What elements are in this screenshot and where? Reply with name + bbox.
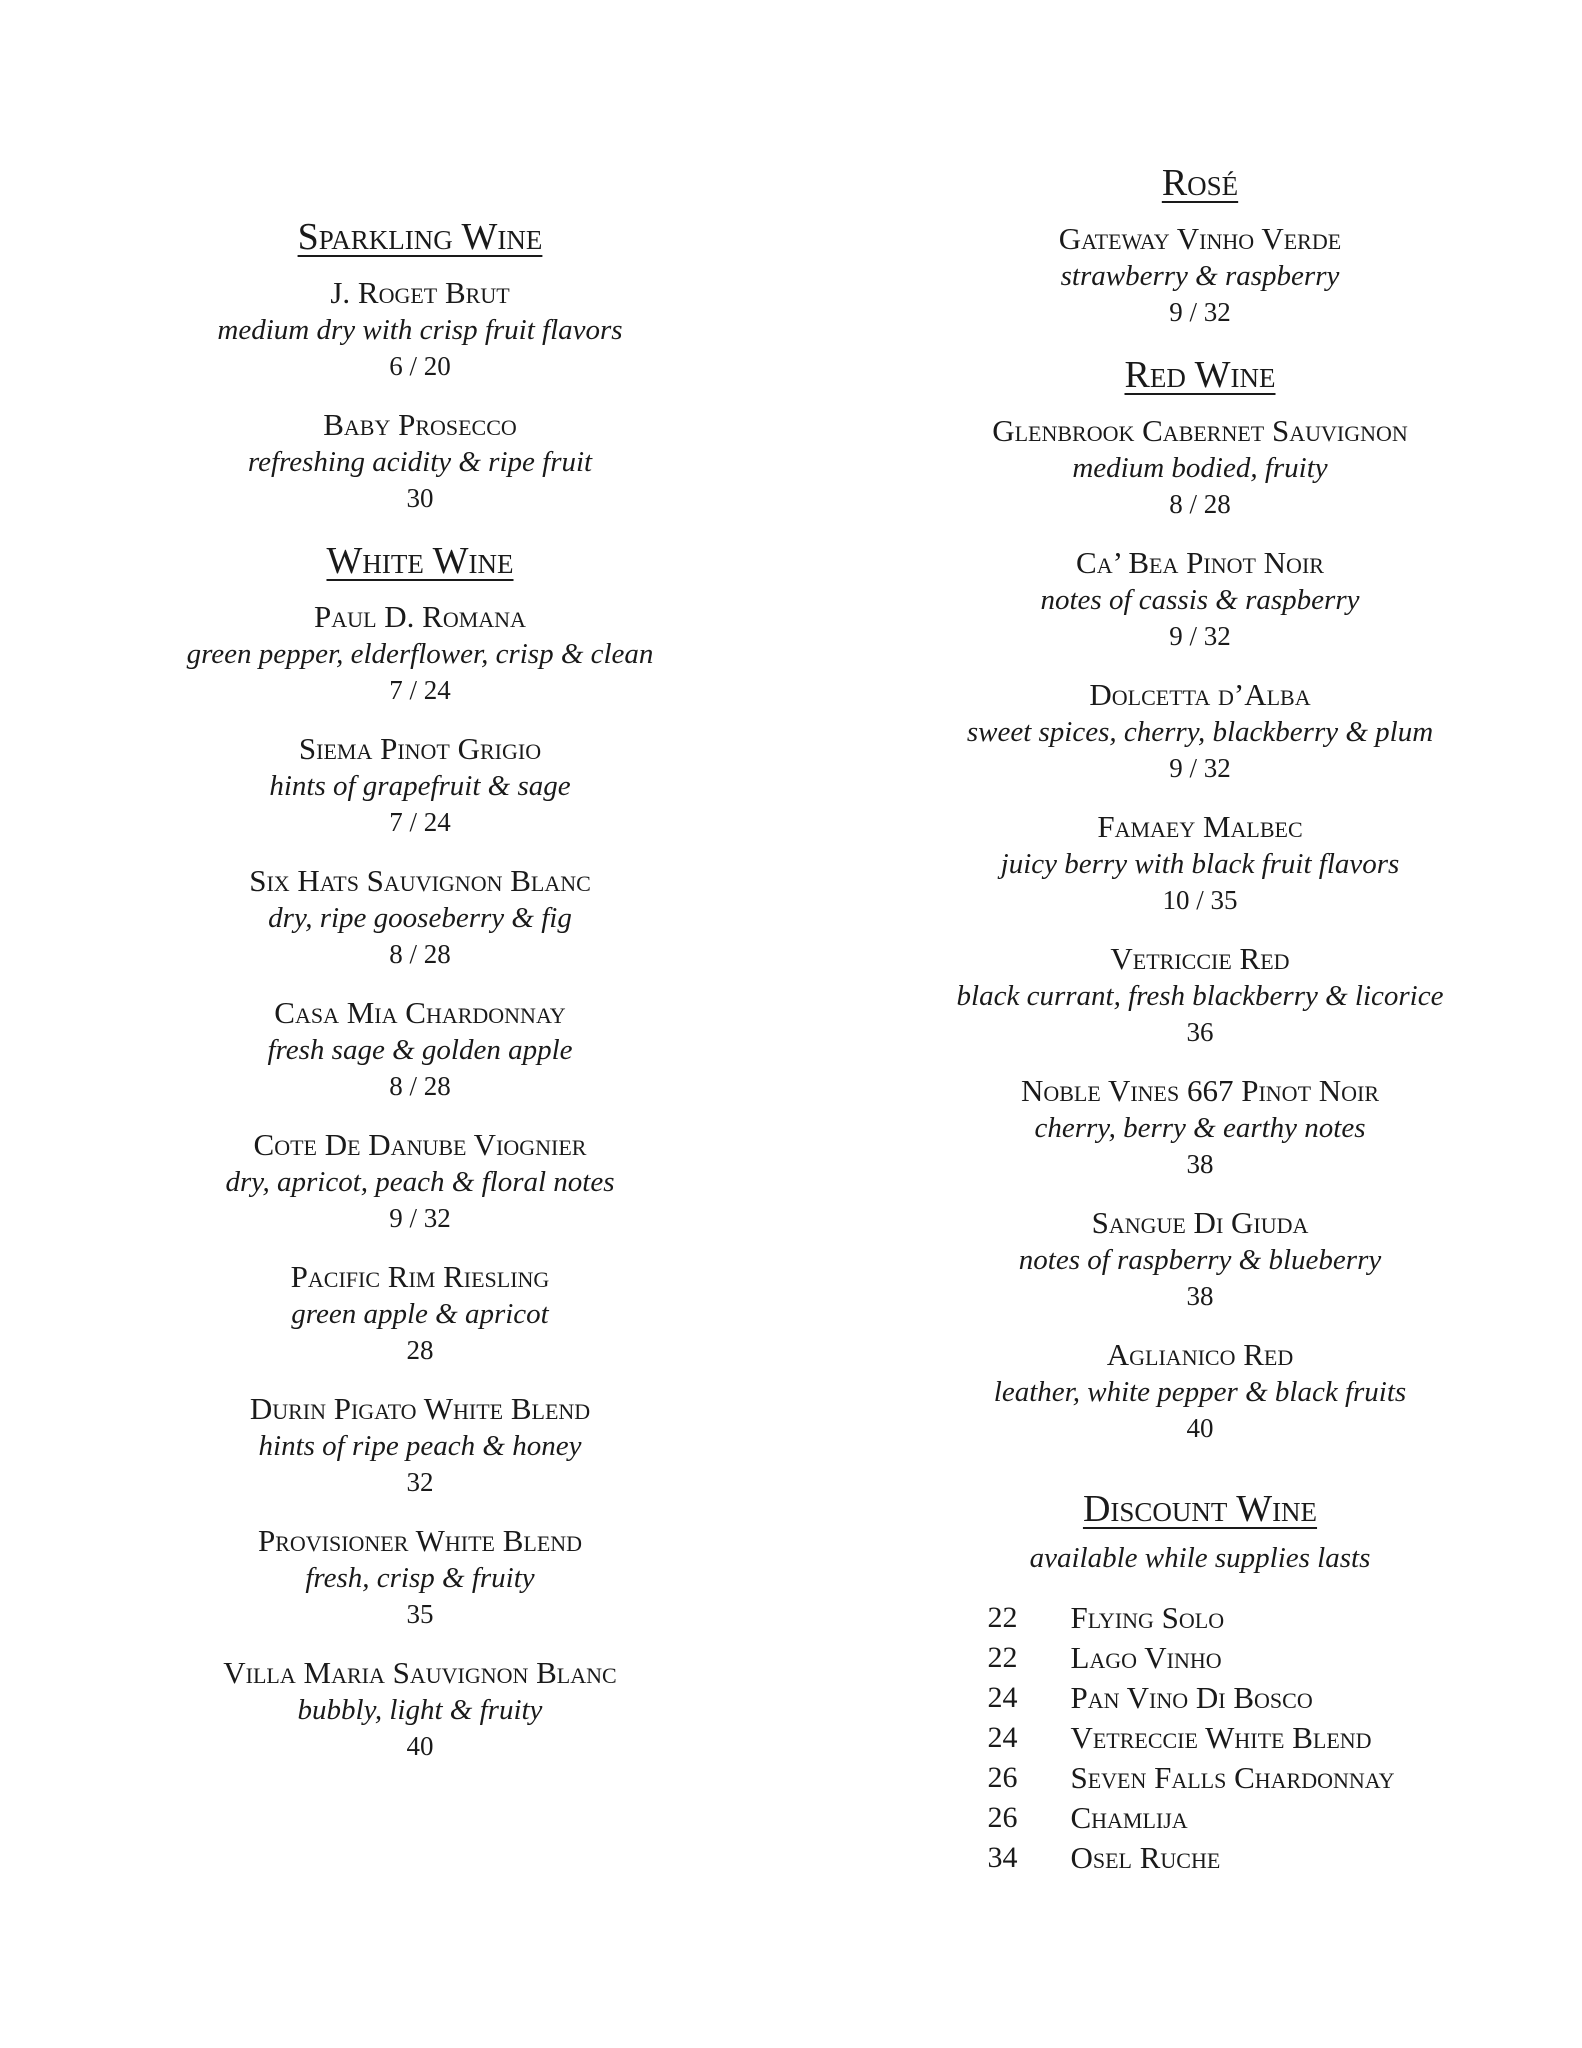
wine-name: Noble Vines 667 Pinot Noir	[1020, 1073, 1380, 1108]
discount-price: 22	[987, 1641, 1018, 1674]
discount-name: Seven Falls Chardonnay	[1070, 1760, 1395, 1795]
section-heading-sparkling: Sparkling Wine	[297, 216, 543, 258]
wine-item	[900, 1204, 1500, 1314]
wine-price: 9 / 32	[389, 1203, 451, 1233]
discount-name: Vetreccie White Blend	[1070, 1720, 1372, 1755]
discount-price: 26	[987, 1801, 1018, 1834]
wine-name: Aglianico Red	[1106, 1337, 1294, 1372]
wine-item	[140, 1126, 700, 1236]
wine-name: J. Roget Brut	[330, 275, 510, 310]
wine-price: 9 / 32	[1169, 753, 1231, 783]
wine-price: 9 / 32	[1169, 297, 1231, 327]
wine-item	[140, 1522, 700, 1632]
wine-item	[900, 808, 1500, 918]
right-column	[900, 160, 1500, 1896]
wine-desc: green apple & apricot	[291, 1298, 549, 1330]
section-heading-white: White Wine	[326, 540, 514, 582]
wine-list	[140, 598, 700, 1764]
section-heading-red: Red Wine	[1124, 354, 1276, 396]
wine-price: 7 / 24	[389, 675, 451, 705]
wine-desc: cherry, berry & earthy notes	[1034, 1112, 1366, 1144]
sparkling-section	[140, 214, 700, 516]
wine-price: 40	[406, 1731, 434, 1761]
discount-row	[987, 1798, 1394, 1838]
discount-price: 24	[987, 1681, 1018, 1714]
discount-row	[987, 1638, 1394, 1678]
discount-name: Flying Solo	[1070, 1600, 1225, 1635]
wine-desc: dry, apricot, peach & floral notes	[225, 1166, 615, 1198]
wine-desc: strawberry & raspberry	[1060, 260, 1340, 292]
left-column	[140, 214, 700, 1786]
discount-row	[987, 1838, 1394, 1878]
wine-name: Famaey Malbec	[1097, 809, 1303, 844]
wine-item	[140, 1654, 700, 1764]
wine-price: 9 / 32	[1169, 621, 1231, 651]
wine-desc: bubbly, light & fruity	[297, 1694, 543, 1726]
wine-item	[140, 862, 700, 972]
wine-name: Six Hats Sauvignon Blanc	[249, 863, 591, 898]
rose-section	[900, 160, 1500, 330]
discount-price: 24	[987, 1721, 1018, 1754]
wine-item	[140, 274, 700, 384]
discount-price: 22	[987, 1601, 1018, 1634]
wine-item	[900, 220, 1500, 330]
discount-row	[987, 1758, 1394, 1798]
discount-name: Pan Vino Di Bosco	[1070, 1680, 1313, 1715]
wine-name: Siema Pinot Grigio	[298, 731, 542, 766]
wine-name: Ca’ Bea Pinot Noir	[1076, 545, 1324, 580]
wine-desc: green pepper, elderflower, crisp & clean	[186, 638, 654, 670]
section-heading-rose: Rosé	[1161, 162, 1239, 204]
wine-price: 8 / 28	[389, 1071, 451, 1101]
wine-price: 6 / 20	[389, 351, 451, 381]
wine-item	[140, 598, 700, 708]
wine-name: Casa Mia Chardonnay	[274, 995, 566, 1030]
wine-price: 38	[1186, 1149, 1214, 1179]
wine-name: Villa Maria Sauvignon Blanc	[223, 1655, 617, 1690]
wine-desc: fresh, crisp & fruity	[305, 1562, 535, 1594]
wine-item	[900, 1336, 1500, 1446]
wine-name: Durin Pigato White Blend	[249, 1391, 591, 1426]
wine-item	[140, 406, 700, 516]
wine-list	[900, 220, 1500, 330]
white-section	[140, 538, 700, 1764]
wine-desc: notes of cassis & raspberry	[1040, 584, 1360, 616]
wine-desc: fresh sage & golden apple	[267, 1034, 573, 1066]
wine-name: Dolcetta d’Alba	[1089, 677, 1311, 712]
wine-desc: hints of grapefruit & sage	[269, 770, 571, 802]
wine-desc: leather, white pepper & black fruits	[993, 1376, 1407, 1408]
wine-desc: sweet spices, cherry, blackberry & plum	[966, 716, 1434, 748]
wine-name: Provisioner White Blend	[257, 1523, 583, 1558]
wine-desc: refreshing acidity & ripe fruit	[247, 446, 593, 478]
wine-desc: medium bodied, fruity	[1072, 452, 1328, 484]
wine-price: 38	[1186, 1281, 1214, 1311]
wine-price: 35	[406, 1599, 434, 1629]
wine-desc: medium dry with crisp fruit flavors	[217, 314, 623, 346]
wine-name: Baby Prosecco	[323, 407, 517, 442]
wine-item	[140, 1258, 700, 1368]
discount-note: available while supplies lasts	[1029, 1542, 1371, 1574]
wine-price: 32	[406, 1467, 434, 1497]
wine-name: Cote De Danube Viognier	[253, 1127, 587, 1162]
wine-price: 40	[1186, 1413, 1214, 1443]
wine-price: 36	[1186, 1017, 1214, 1047]
discount-row	[987, 1598, 1394, 1638]
wine-item	[900, 412, 1500, 522]
red-section	[900, 352, 1500, 1446]
discount-price: 26	[987, 1761, 1018, 1794]
wine-desc: black currant, fresh blackberry & licorice	[956, 980, 1444, 1012]
wine-price: 10 / 35	[1162, 885, 1238, 915]
discount-row	[987, 1718, 1394, 1758]
wine-price: 8 / 28	[389, 939, 451, 969]
wine-desc: dry, ripe gooseberry & fig	[268, 902, 572, 934]
wine-item	[900, 940, 1500, 1050]
wine-price: 28	[406, 1335, 434, 1365]
wine-name: Gateway Vinho Verde	[1058, 221, 1342, 256]
wine-price: 7 / 24	[389, 807, 451, 837]
wine-name: Paul D. Romana	[314, 599, 526, 634]
discount-price: 34	[987, 1841, 1018, 1874]
wine-item	[140, 994, 700, 1104]
wine-item	[900, 1072, 1500, 1182]
wine-price: 30	[406, 483, 434, 513]
discount-section	[900, 1486, 1500, 1878]
wine-item	[140, 730, 700, 840]
wine-list	[900, 412, 1500, 1446]
wine-item	[900, 676, 1500, 786]
discount-name: Chamlija	[1070, 1800, 1188, 1835]
wine-name: Pacific Rim Riesling	[290, 1259, 550, 1294]
wine-item	[140, 1390, 700, 1500]
wine-price: 8 / 28	[1169, 489, 1231, 519]
discount-row	[987, 1678, 1394, 1718]
wine-desc: juicy berry with black fruit flavors	[1000, 848, 1400, 880]
wine-desc: hints of ripe peach & honey	[258, 1430, 582, 1462]
wine-name: Glenbrook Cabernet Sauvignon	[992, 413, 1408, 448]
wine-list	[140, 274, 700, 516]
wine-desc: notes of raspberry & blueberry	[1018, 1244, 1382, 1276]
discount-list	[987, 1598, 1394, 1878]
wine-name: Vetriccie Red	[1110, 941, 1290, 976]
discount-name: Osel Ruche	[1070, 1840, 1221, 1875]
discount-name: Lago Vinho	[1070, 1640, 1222, 1675]
section-heading-discount: Discount Wine	[1082, 1488, 1318, 1530]
wine-name: Sangue Di Giuda	[1091, 1205, 1309, 1240]
wine-item	[900, 544, 1500, 654]
